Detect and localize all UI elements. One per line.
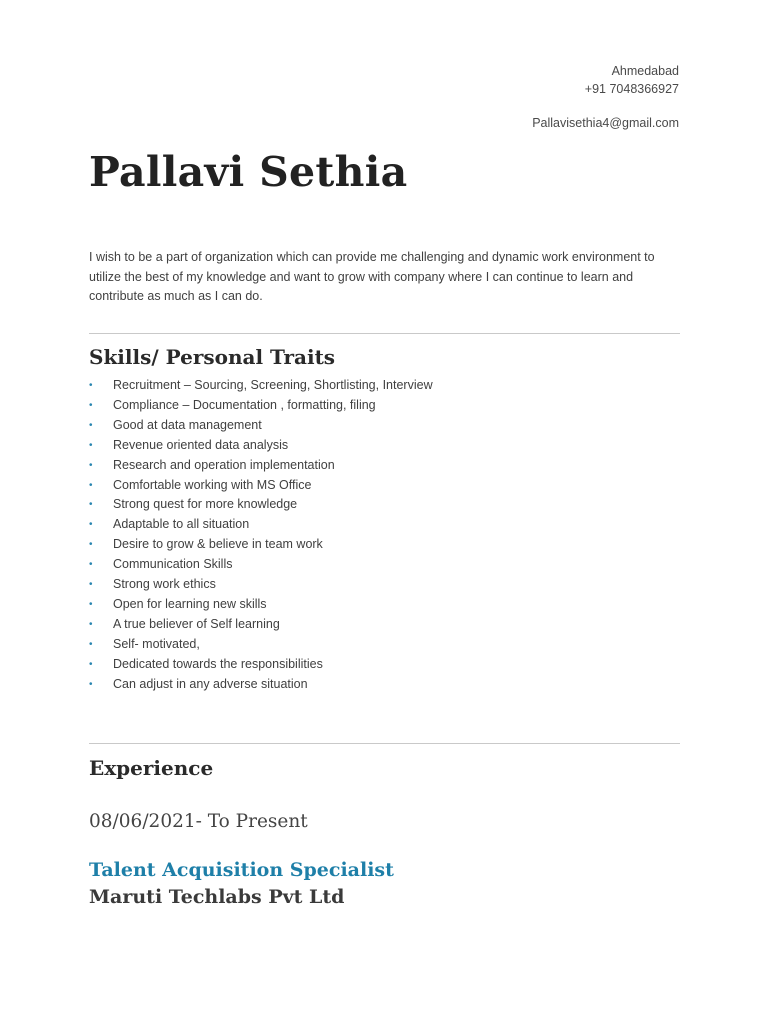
skill-item xyxy=(89,535,433,555)
contact-phone: +91 7048366927 xyxy=(584,82,679,96)
bullet-icon: • xyxy=(89,678,93,690)
bullet-icon: • xyxy=(89,519,93,531)
skill-text: Adaptable to all situation xyxy=(113,517,250,532)
bullet-icon: • xyxy=(89,419,93,431)
bullet-icon: • xyxy=(89,618,93,630)
skill-text: Communication Skills xyxy=(113,557,233,572)
skills-heading: Skills/ Personal Traits xyxy=(89,345,336,369)
skill-item xyxy=(89,416,433,436)
skill-text: Good at data management xyxy=(113,417,262,432)
bullet-icon: • xyxy=(89,380,93,391)
bullet-icon: • xyxy=(89,499,93,511)
skill-item xyxy=(89,575,433,595)
skill-item xyxy=(89,635,433,655)
skill-item xyxy=(89,476,433,496)
bullet-icon: • xyxy=(89,399,93,411)
skill-text: Revenue oriented data analysis xyxy=(113,437,289,452)
company-name: Maruti Techlabs Pvt Ltd xyxy=(89,886,345,908)
skill-text: A true believer of Self learning xyxy=(113,616,280,631)
skill-text: Desire to grow & believe in team work xyxy=(113,537,323,552)
skill-text: Strong work ethics xyxy=(113,577,216,592)
skill-item xyxy=(89,376,433,396)
candidate-name: Pallavi Sethia xyxy=(89,148,408,196)
skill-item xyxy=(89,396,433,416)
skill-item xyxy=(89,555,433,575)
objective-statement: I wish to be a part of organization which can provide me challenging and dynamic work environment to utilize the best of my knowledge and want to grow with company where I can continue to learn and contribute as much as I can do. xyxy=(89,250,655,303)
skill-text: Open for learning new skills xyxy=(113,596,267,611)
experience-heading: Experience xyxy=(89,756,214,780)
skills-list xyxy=(89,376,433,695)
skill-item xyxy=(89,495,433,515)
job-title: Talent Acquisition Specialist xyxy=(89,859,394,881)
experience-date: 08/06/2021- To Present xyxy=(89,811,308,832)
contact-block xyxy=(532,62,679,132)
skill-item xyxy=(89,655,433,675)
skill-item xyxy=(89,675,433,695)
contact-city: Ahmedabad xyxy=(611,64,679,78)
bullet-icon: • xyxy=(89,598,93,610)
skill-item xyxy=(89,615,433,635)
divider-experience xyxy=(89,743,680,744)
bullet-icon: • xyxy=(89,579,93,591)
skill-text: Self- motivated, xyxy=(113,636,200,651)
skill-item xyxy=(89,456,433,476)
bullet-icon: • xyxy=(89,459,93,471)
bullet-icon: • xyxy=(89,559,93,571)
skill-item xyxy=(89,595,433,615)
bullet-icon: • xyxy=(89,439,93,451)
contact-email: Pallavisethia4@gmail.com xyxy=(532,116,679,130)
skill-text: Dedicated towards the responsibilities xyxy=(113,656,323,671)
divider-skills xyxy=(89,333,680,334)
skill-text: Can adjust in any adverse situation xyxy=(113,676,308,691)
bullet-icon: • xyxy=(89,479,93,491)
skill-item xyxy=(89,515,433,535)
skill-text: Comfortable working with MS Office xyxy=(113,477,312,492)
bullet-icon: • xyxy=(89,539,93,551)
skill-item xyxy=(89,436,433,456)
bullet-icon: • xyxy=(89,638,93,650)
skill-text: Recruitment – Sourcing, Screening, Shortlisting, Interview xyxy=(113,378,433,392)
bullet-icon: • xyxy=(89,658,93,670)
skill-text: Research and operation implementation xyxy=(113,457,335,472)
skill-text: Compliance – Documentation , formatting, filing xyxy=(113,397,376,412)
skill-text: Strong quest for more knowledge xyxy=(113,497,298,512)
